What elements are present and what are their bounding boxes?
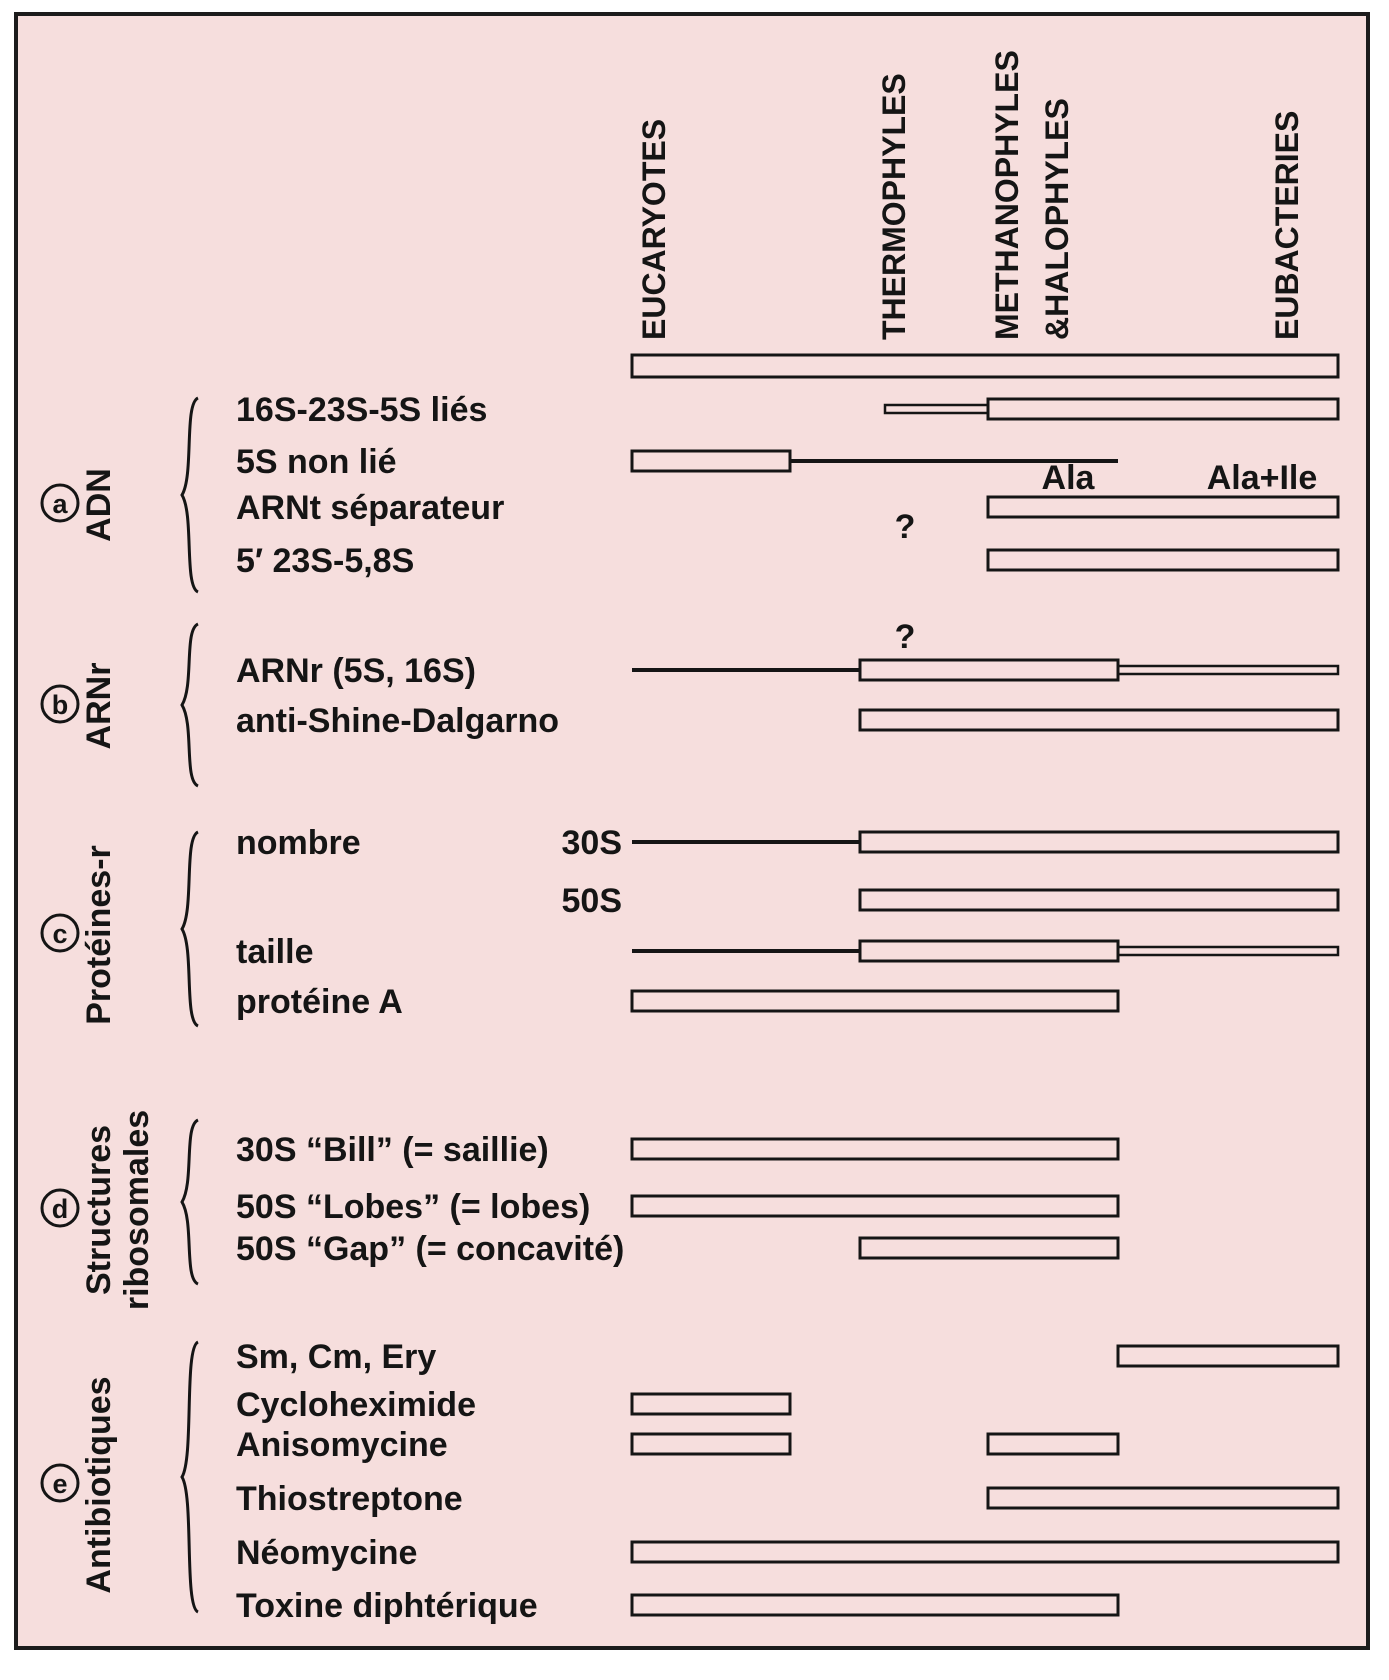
section-letter: c xyxy=(52,919,68,949)
row-label: taille xyxy=(236,933,314,971)
section-letter: b xyxy=(51,690,69,720)
section-title: Structures xyxy=(80,1124,118,1296)
section-brace xyxy=(182,832,198,1026)
row-e-2 xyxy=(236,1426,1118,1464)
bar-box xyxy=(632,991,1118,1011)
row-note: ? xyxy=(894,508,916,546)
row-label: Cycloheximide xyxy=(236,1386,476,1424)
row-label: 16S-23S-5S liés xyxy=(236,391,488,429)
section-letter: a xyxy=(52,489,68,519)
bar-box xyxy=(860,710,1338,730)
bar-box xyxy=(860,832,1338,852)
bar-box xyxy=(632,1394,790,1414)
section-title: Protéines-r xyxy=(80,845,118,1025)
section-b xyxy=(42,618,1338,786)
row-e-1 xyxy=(236,1386,790,1424)
section-brace xyxy=(182,1342,198,1612)
row-e-5 xyxy=(236,1587,1118,1625)
bar-thin xyxy=(1118,666,1338,674)
section-a xyxy=(42,391,1338,592)
row-d-0 xyxy=(236,1131,1118,1169)
bar-box xyxy=(632,1434,790,1454)
bar-box xyxy=(988,1488,1338,1508)
column-label-therm: THERMOPHYLES xyxy=(876,73,912,340)
row-label: 50S “Gap” (= concavité) xyxy=(236,1230,625,1268)
row-label: Anisomycine xyxy=(236,1426,448,1464)
row-note: Ala xyxy=(1041,459,1095,497)
row-label: 5′ 23S-5,8S xyxy=(236,542,415,580)
row-sublabel: 30S xyxy=(561,824,622,862)
column-label-meth-line2: &HALOPHYLES xyxy=(1039,98,1075,340)
row-label: ARNr (5S, 16S) xyxy=(236,652,476,690)
bar-box xyxy=(632,451,790,471)
row-a-0 xyxy=(236,391,1338,429)
row-b-1 xyxy=(236,702,1338,740)
bar-box xyxy=(988,550,1338,570)
row-label: 30S “Bill” (= saillie) xyxy=(236,1131,549,1169)
row-label: Toxine diphtérique xyxy=(236,1587,538,1625)
row-c-2 xyxy=(236,933,1338,971)
row-d-1 xyxy=(236,1188,1118,1226)
row-d-2 xyxy=(236,1230,1118,1268)
section-e xyxy=(42,1338,1338,1625)
row-a-2 xyxy=(236,489,1338,527)
bar-box xyxy=(988,399,1338,419)
bar-box xyxy=(860,660,1118,680)
bar-thin xyxy=(885,405,988,413)
section-title: ARNr xyxy=(80,662,118,750)
bar-box xyxy=(632,1542,1338,1562)
column-label-meth: METHANOPHYLES xyxy=(989,50,1025,340)
row-c-1 xyxy=(562,882,1339,920)
row-e-0 xyxy=(236,1338,1338,1376)
bar-box xyxy=(632,1595,1118,1615)
row-label: protéine A xyxy=(236,983,403,1021)
row-c-3 xyxy=(236,983,1118,1021)
column-headers xyxy=(632,50,1338,377)
section-title-line2: ribosomales xyxy=(118,1109,156,1311)
section-title: Antibiotiques xyxy=(80,1376,118,1594)
section-c xyxy=(42,824,1338,1026)
bar-box xyxy=(1118,1346,1338,1366)
bar-thin xyxy=(1118,947,1338,955)
top-bar xyxy=(632,355,1338,377)
row-sublabel: 50S xyxy=(561,882,622,920)
row-label: Néomycine xyxy=(236,1534,418,1572)
row-label: Thiostreptone xyxy=(236,1480,463,1518)
bar-box xyxy=(860,890,1338,910)
column-label-eub: EUBACTERIES xyxy=(1269,110,1305,340)
row-note: Ala+Ile xyxy=(1206,459,1318,497)
column-label-euc: EUCARYOTES xyxy=(636,118,672,340)
section-title: ADN xyxy=(80,468,118,542)
row-b-0 xyxy=(236,618,1338,690)
section-d xyxy=(42,1110,1118,1310)
row-e-3 xyxy=(236,1480,1338,1518)
bar-box xyxy=(988,497,1338,517)
row-label: ARNt séparateur xyxy=(236,489,505,527)
row-note: ? xyxy=(894,618,916,656)
bar-box xyxy=(632,1196,1118,1216)
row-label: 50S “Lobes” (= lobes) xyxy=(236,1188,591,1226)
bar-box xyxy=(860,1238,1118,1258)
row-c-0 xyxy=(236,824,1338,862)
row-label: nombre xyxy=(236,824,361,862)
section-brace xyxy=(182,398,198,592)
section-letter: e xyxy=(52,1469,68,1499)
section-letter: d xyxy=(51,1194,69,1224)
row-label: 5S non lié xyxy=(236,443,397,481)
section-brace xyxy=(182,1120,198,1284)
bar-box xyxy=(988,1434,1118,1454)
section-brace xyxy=(182,624,198,786)
bar-box xyxy=(632,1139,1118,1159)
row-label: anti-Shine-Dalgarno xyxy=(236,702,560,740)
sections xyxy=(42,391,1338,1625)
bar-box xyxy=(860,941,1118,961)
row-e-4 xyxy=(236,1534,1338,1572)
row-label: Sm, Cm, Ery xyxy=(236,1338,437,1376)
